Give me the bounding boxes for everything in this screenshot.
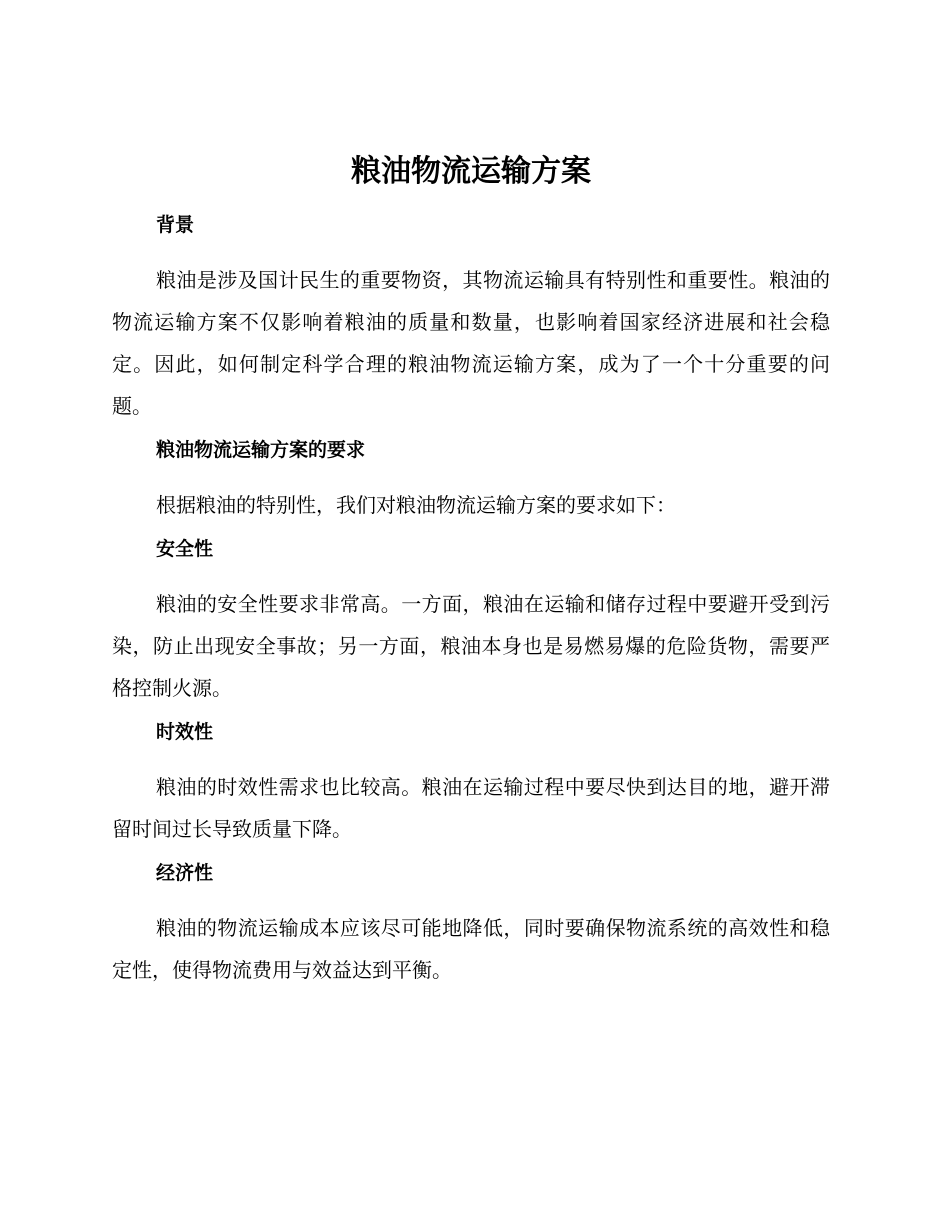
- section-timeliness: [112, 721, 830, 850]
- section-heading: 背景: [156, 214, 195, 236]
- section-paragraph: 粮油的安全性要求非常高。一方面，粮油在运输和储存过程中要避开受到污染，防止出现安全事故；另一方面，粮油本身也是易燃易爆的危险货物，需要严格控制火源。: [112, 592, 830, 700]
- section-background: [112, 214, 830, 427]
- section-paragraph: 粮油的物流运输成本应该尽可能地降低，同时要确保物流系统的高效性和稳定性，使得物流费用与效益达到平衡。: [112, 916, 830, 982]
- section-paragraph: 粮油的时效性需求也比较高。粮油在运输过程中要尽快到达目的地，避开滞留时间过长导致质量下降。: [112, 775, 830, 841]
- section-economy: [112, 862, 830, 991]
- section-heading: 经济性: [156, 862, 214, 884]
- section-requirements: [112, 439, 830, 526]
- section-heading: 粮油物流运输方案的要求: [156, 439, 366, 461]
- document-title: 粮油物流运输方案: [351, 154, 591, 189]
- section-heading: 时效性: [156, 721, 214, 743]
- section-paragraph: 根据粮油的特别性，我们对粮油物流运输方案的要求如下：: [156, 493, 676, 517]
- section-paragraph: 粮油是涉及国计民生的重要物资，其物流运输具有特别性和重要性。粮油的物流运输方案不仅影响着粮油的质量和数量，也影响着国家经济进展和社会稳定。因此，如何制定科学合理的粮油物流运输方案，成为了一个十分重要的问题。: [112, 268, 830, 418]
- section-heading: 安全性: [156, 538, 214, 560]
- section-safety: [112, 538, 830, 709]
- document-page: [112, 150, 830, 1003]
